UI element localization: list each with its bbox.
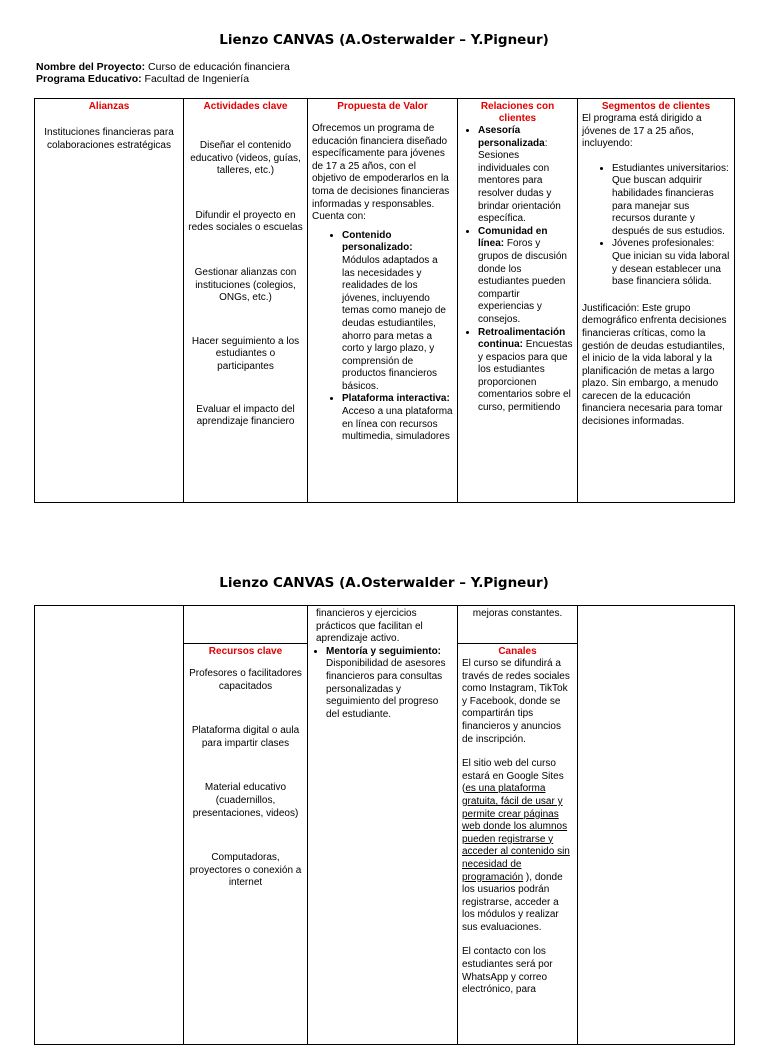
recurso-item: Computadoras, proyectores o conexión a internet [189,852,302,889]
canales-p2-b: ), donde los usuarios podrán registrarse, acceder a los módulos y realizar sus evaluaciones. [462,871,563,933]
list-item [326,646,453,722]
recurso-item: Material educativo (cuadernillos, presentaciones, videos) [192,782,299,819]
canales-p2 [462,758,573,934]
propuesta-cell-cont [308,606,458,1045]
actividades-header: Actividades clave [203,101,288,112]
actividad-item: Evaluar el impacto del aprendizaje financiero [196,403,295,428]
relaciones-b3-text: Encuestas y espacios para que los estudiantes proporcionen comentarios sobre el curso, permitiendo [478,339,573,414]
propuesta-cell [308,99,458,503]
propuesta-b2-cont: financieros y ejercicios prácticos que facilitan el aprendizaje activo. [316,608,423,645]
propuesta-intro: Ofrecemos un programa de educación financiera diseñado específicamente para jóvenes de 17 a 25 años, con el objetivo de empoderarlos en la toma de decisiones financieras informadas y responsables. Cuenta con: [312,123,450,223]
list-item [478,327,573,415]
alianzas-cell [35,99,184,503]
relaciones-b1-text: : Sesiones individuales con mentores para resolver dudas y brindar orientación específica. [478,137,561,225]
list-item [342,393,453,443]
alianzas-header: Alianzas [88,101,130,112]
propuesta-list [312,230,453,444]
list-item: • Jóvenes profesionales: Que inician su vida laboral y desean establecer una base financiera sólida. [612,238,730,288]
actividades-cell [184,99,308,503]
google-sites-note: es una plataforma gratuita, fácil de usar y permite crear páginas web donde los alumnos pueden registrarse y acceder al contenido sin necesidad de programación [462,783,570,883]
canales-p3: El contacto con los estudiantes será por WhatsApp y correo electrónico, para [462,946,553,996]
relaciones-header: Relaciones con clientes [480,101,555,124]
segmentos-cell-cont [578,606,735,1045]
relaciones-list [462,125,573,415]
relaciones-b1-title: Asesoría personalizada [478,125,545,149]
propuesta-b2-text: Acceso a una plataforma en línea con recursos multimedia, simuladores [342,406,453,443]
relaciones-b3-cont: mejoras constantes. [472,608,563,619]
recursos-cell [184,644,308,1045]
list-item [478,226,573,327]
relaciones-b2-title: Comunidad en línea: [478,225,548,250]
actividad-item: Difundir el proyecto en redes sociales o escuelas [188,209,303,234]
program-label: Programa Educativo: [36,73,142,85]
relaciones-b2-text: Foros y grupos de discusión donde los estudiantes pueden compartir experiencias y consejos. [478,238,567,325]
canvas-table-page2 [34,605,735,1045]
propuesta-b1-text: Módulos adaptados a las necesidades y realidades de los jóvenes, incluyendo temas como manejo de deudas estudiantiles, ahorro para metas a corto y largo plazo, y comprensión de productos financieros básicos. [342,254,446,392]
segmentos-header: Segmentos de clientes [601,101,711,112]
list-item [342,230,453,394]
propuesta-b2-title: Plataforma interactiva: [342,393,450,405]
list-item: • Estudiantes universitarios: Que buscan adquirir habilidades financieras para manejar sus recursos durante y después de sus estudios. [612,163,730,239]
page-title: Lienzo CANVAS (A.Osterwalder – Y.Pigneur) [219,575,549,591]
canales-p2-a: El sitio web del curso estará en Google Sites ( [462,758,564,795]
segmentos-intro: El programa está dirigido a jóvenes de 17 a 25 años, incluyendo: [582,113,702,150]
propuesta-list-cont [312,646,453,722]
alianzas-text: Instituciones financieras para colaboraciones estratégicas [44,127,174,151]
recursos-header: Recursos clave [208,646,283,657]
canvas-table-page1 [34,98,735,503]
actividad-item: Gestionar alianzas con instituciones (colegios, ONGs, etc.) [194,266,297,304]
program-line [36,73,290,85]
page-title: Lienzo CANVAS (A.Osterwalder – Y.Pigneur) [219,32,549,48]
actividad-item: Diseñar el contenido educativo (videos, guías, talleres, etc.) [190,140,301,177]
recurso-item: Plataforma digital o aula para impartir clases [191,725,300,749]
project-meta [36,61,290,85]
program-value: Facultad de Ingeniería [144,73,250,85]
propuesta-b1-title: Contenido personalizado: [342,229,413,254]
actividades-cell-cont [184,606,308,644]
actividad-item: Hacer seguimiento a los estudiantes o participantes [191,335,300,372]
propuesta-b3-text: Disponibilidad de asesores financieros para consultas personalizadas y seguimiento del progreso del estudiante. [326,658,446,720]
relaciones-cell-cont [458,606,578,644]
project-name-label: Nombre del Proyecto: [36,61,146,73]
relaciones-cell [458,99,578,503]
list-item [478,125,573,226]
canales-cell [458,644,578,1045]
segmentos-cell [578,99,735,503]
relaciones-b3-title: Retroalimentación continua: [478,326,566,351]
segmentos-list [582,163,730,289]
canales-p1: El curso se difundirá a través de redes sociales como Instagram, TikTok y Facebook, donde se compartirán tips financieros y anuncios de inscripción. [462,658,570,745]
project-name-value: Curso de educación financiera [148,61,290,73]
project-name-line [36,61,290,73]
segmentos-justificacion: Justificación: Este grupo demográfico enfrenta decisiones financieras críticas, como la gestión de deudas estudiantiles, el inicio de la vida laboral y la planificación de metas a largo plazo. Sin embargo, a menudo carecen de la educación financiera necesaria para tomar decisiones informadas. [582,302,727,428]
propuesta-header: Propuesta de Valor [337,101,428,112]
alianzas-cell-cont [35,606,184,1045]
propuesta-b3-title: Mentoría y seguimiento: [326,645,442,657]
recurso-item: Profesores o facilitadores capacitados [189,668,302,692]
canales-header: Canales [498,646,537,657]
